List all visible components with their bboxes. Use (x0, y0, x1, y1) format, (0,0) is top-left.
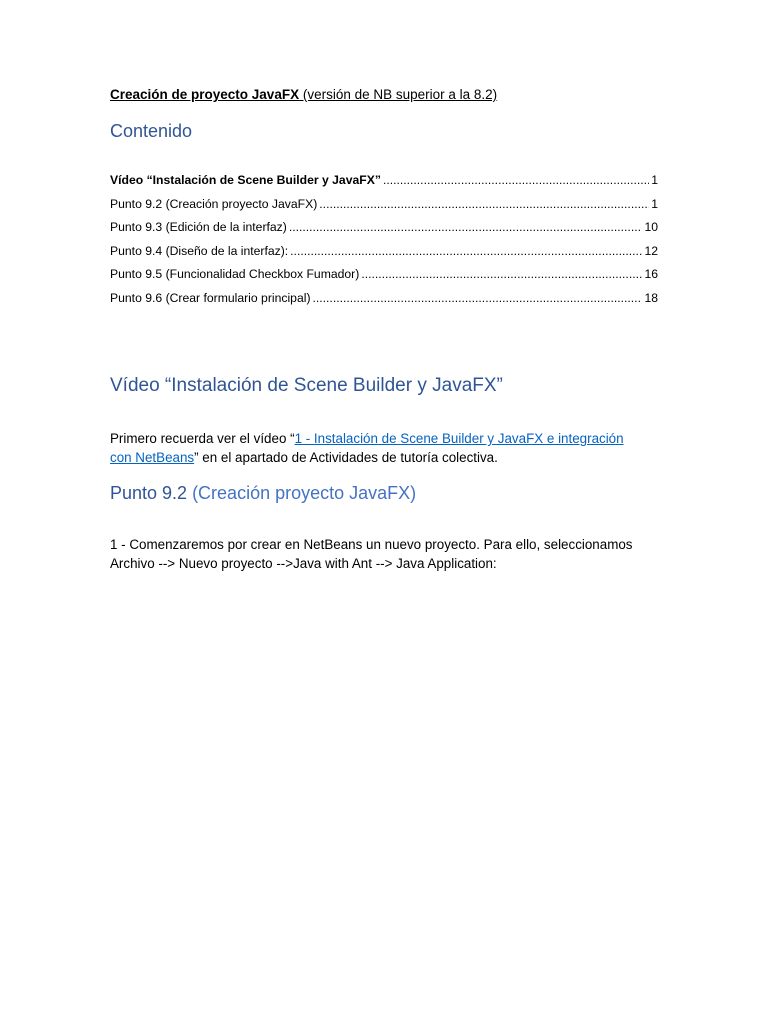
toc-leader-dots (313, 290, 643, 307)
toc-entry-label: Punto 9.4 (Diseño de la interfaz): (110, 243, 289, 258)
paragraph-line: Archivo --> Nuevo proyecto -->Java with Ant --> Java Application: (110, 556, 497, 571)
table-of-contents (110, 172, 658, 313)
toc-entry[interactable] (110, 266, 658, 290)
toc-leader-dots (319, 196, 649, 213)
toc-entry[interactable] (110, 290, 658, 314)
video-link-line1: 1 - Instalación de Scene Builder y JavaFX e integración (294, 431, 624, 446)
toc-entry-page: 10 (644, 220, 658, 234)
toc-entry-page: 16 (644, 267, 658, 281)
toc-entry-label: Punto 9.2 (Creación proyecto JavaFX) (110, 196, 318, 211)
section-heading-punto-9-2 (110, 483, 416, 504)
section-heading-number: Punto 9.2 (110, 483, 188, 503)
toc-entry[interactable] (110, 219, 658, 243)
toc-entry-label: Punto 9.6 (Crear formulario principal) (110, 290, 311, 305)
toc-entry-page: 12 (644, 243, 658, 258)
toc-entry[interactable] (110, 196, 658, 220)
section-heading-video: Vídeo “Instalación de Scene Builder y JavaFX” (110, 375, 503, 396)
paragraph-text: ” en el apartado de Actividades de tutoría colectiva. (194, 450, 498, 465)
section-heading-subtitle: (Creación proyecto JavaFX) (187, 483, 417, 503)
paragraph-line: 1 - Comenzaremos por crear en NetBeans un nuevo proyecto. Para ello, seleccionamos (110, 537, 633, 552)
toc-entry-label: Punto 9.5 (Funcionalidad Checkbox Fumador) (110, 267, 360, 281)
toc-leader-dots (289, 219, 643, 236)
toc-entry-label: Vídeo “Instalación de Scene Builder y JavaFX” (110, 173, 381, 187)
section-video-paragraph (110, 429, 670, 467)
section-punto-9-2-paragraph (110, 535, 670, 573)
document-title (110, 87, 497, 102)
paragraph-text: Primero recuerda ver el vídeo “ (110, 431, 295, 446)
video-link-line2: con NetBeans (110, 450, 195, 465)
document-title-rest: (versión de NB superior a la 8.2) (299, 87, 498, 102)
toc-leader-dots (383, 172, 649, 189)
document-title-bold: Creación de proyecto JavaFX (110, 87, 300, 102)
toc-entry[interactable] (110, 243, 658, 267)
toc-entry-page: 1 (651, 173, 658, 187)
toc-entry-label: Punto 9.3 (Edición de la interfaz) (110, 220, 287, 234)
toc-entry[interactable] (110, 172, 658, 196)
toc-entry-page: 1 (651, 196, 658, 211)
toc-heading: Contenido (110, 121, 193, 141)
toc-leader-dots (361, 266, 642, 283)
toc-entry-page: 18 (644, 290, 658, 305)
toc-leader-dots (290, 243, 642, 260)
